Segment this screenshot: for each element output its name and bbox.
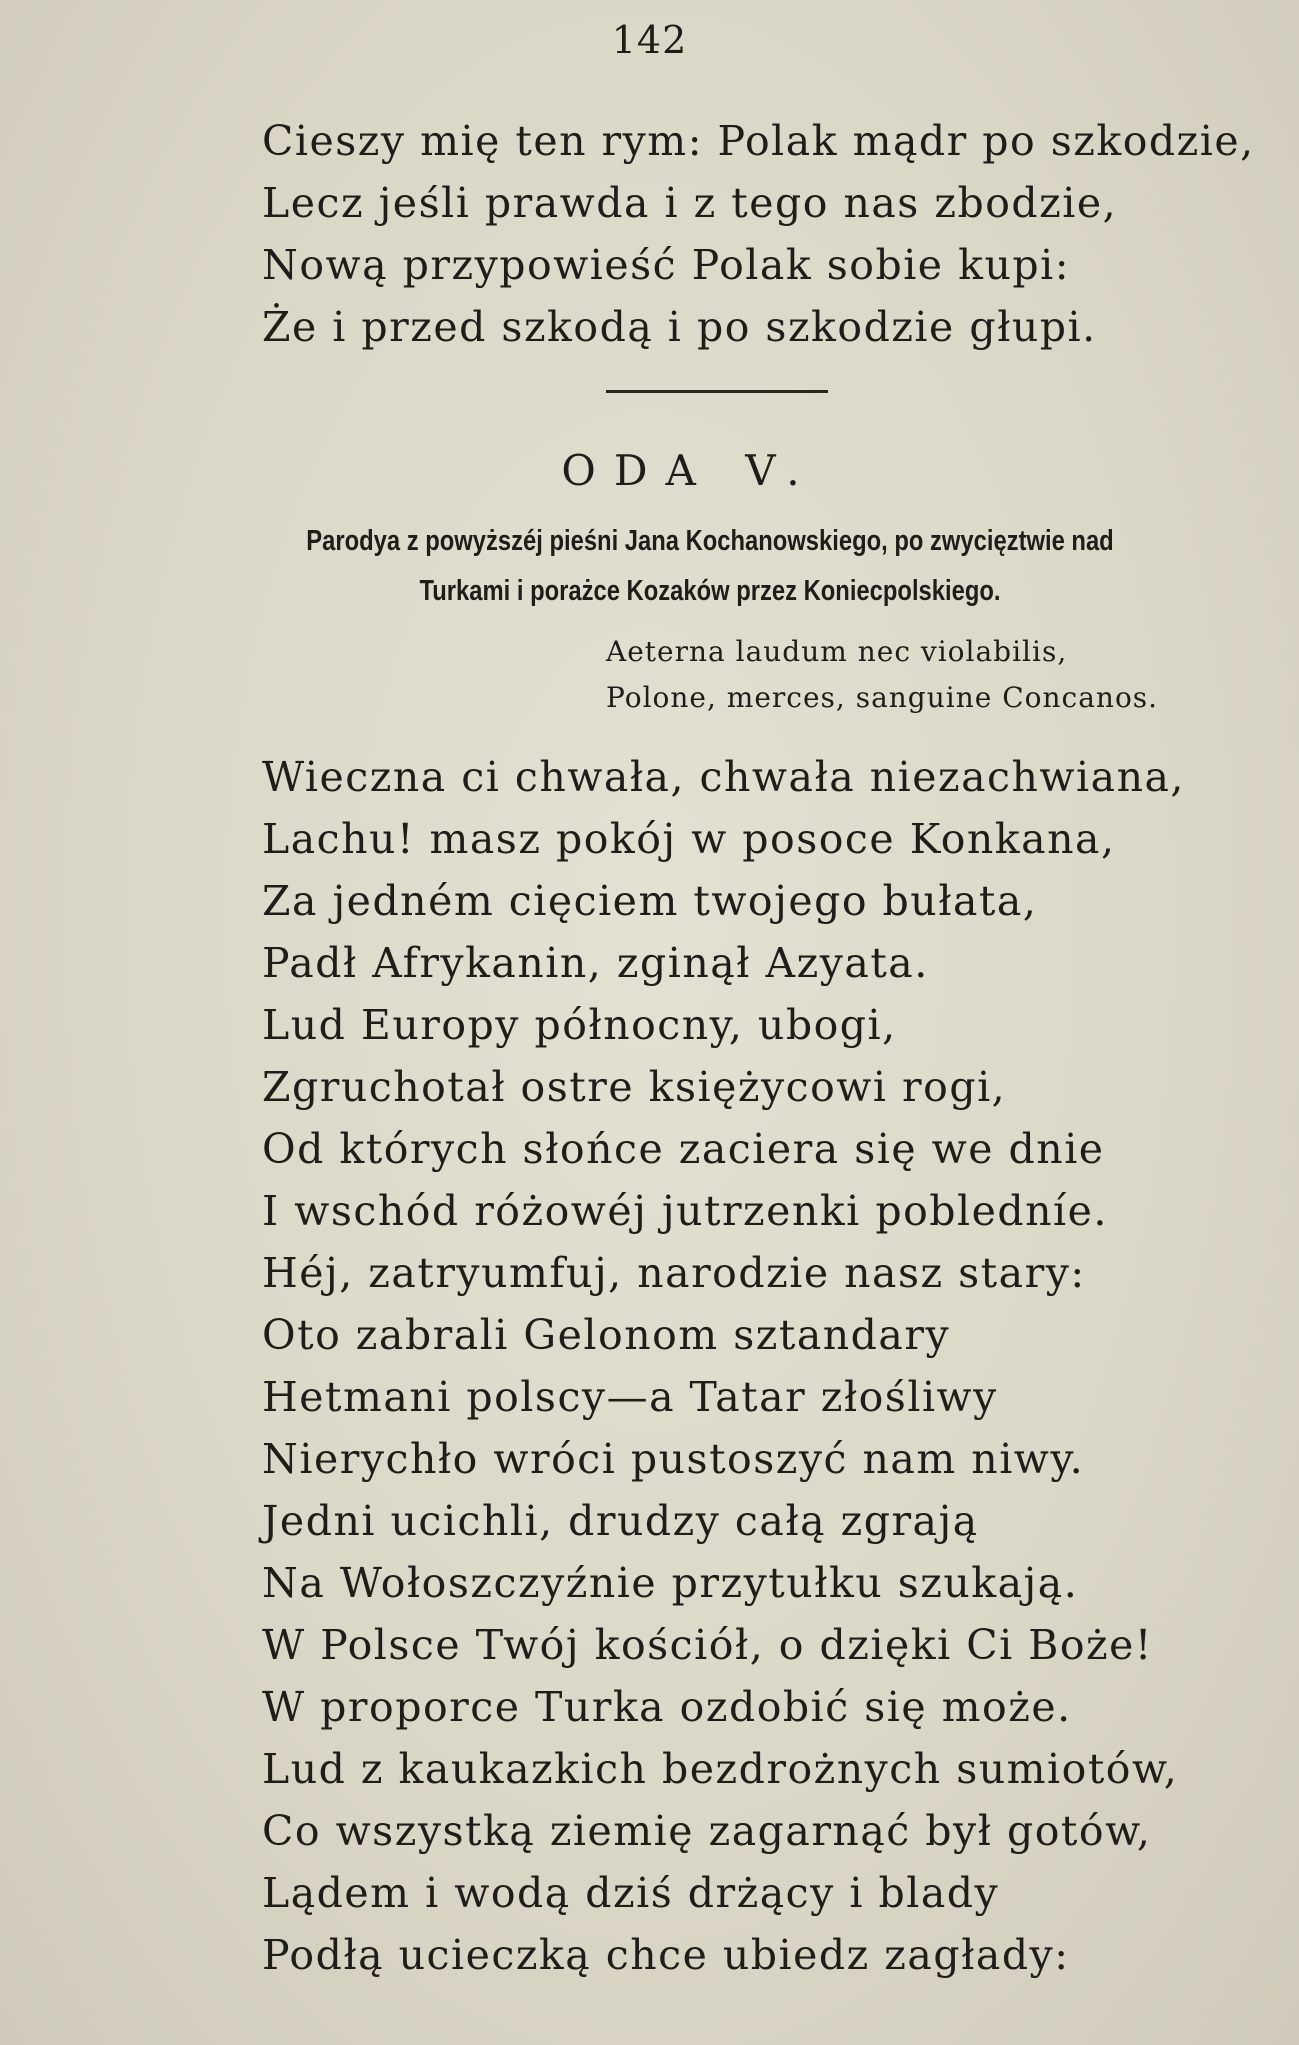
verse-line: Lud Europy północny, ubogi, <box>262 1001 897 1049</box>
stanza-3 <box>262 1242 1086 1490</box>
verse-line: Że i przed szkodą i po szkodzie głupi. <box>262 303 1097 351</box>
verse-line: Cieszy mię ten rym: Polak mądr po szkodzie, <box>262 117 1255 165</box>
verse-line: Padł Afrykanin, zginął Azyata. <box>262 939 929 987</box>
verse-line: Lecz jeśli prawda i z tego nas zbodzie, <box>262 179 1118 227</box>
verse-line: Hetmani polscy—a Tatar złośliwy <box>262 1373 998 1421</box>
verse-line: Od których słońce zaciera się we dnie <box>262 1125 1105 1173</box>
verse-line: Lachu! masz pokój w posoce Konkana, <box>262 815 1116 863</box>
verse-line: Jedni ucichli, drudzy całą zgrają <box>262 1497 979 1545</box>
verse-line: W Polsce Twój kościół, o dzięki Ci Boże! <box>262 1621 1153 1669</box>
stanza-2 <box>262 994 1108 1242</box>
epigraph-line: Aeterna laudum nec violabilis, <box>606 635 1068 668</box>
verse-line: Oto zabrali Gelonom sztandary <box>262 1311 951 1359</box>
verse-line: Nową przypowieść Polak sobie kupi: <box>262 241 1071 289</box>
page-number: 142 <box>611 18 688 62</box>
verse-line: Podłą ucieczką chce ubiedz zagłady: <box>262 1931 1070 1979</box>
verse-line: Nierychło wróci pustoszyć nam niwy. <box>262 1435 1085 1483</box>
verse-line: Lud z kaukazkich bezdrożnych sumiotów, <box>262 1745 1179 1793</box>
stanza-5 <box>262 1738 1178 1986</box>
verse-line: Zgruchotał ostre księżycowi rogi, <box>262 1063 1007 1111</box>
subtitle-line: Turkami i porażce Kozaków przez Koniecpolskiego. <box>419 575 1001 607</box>
verse-line: Co wszystką ziemię zagarnąć był gotów, <box>262 1807 1152 1855</box>
subtitle-line: Parodya z powyższéj pieśni Jana Kochanowskiego, po zwycięztwie nad <box>306 525 1114 557</box>
verse-line: Na Wołoszczyźnie przytułku szukają. <box>262 1559 1079 1607</box>
stanza-4 <box>262 1490 1153 1738</box>
verse-line: Za jedném cięciem twojego bułata, <box>262 877 1038 925</box>
verse-line: Lądem i wodą dziś drżący i blady <box>262 1869 1000 1917</box>
verse-line: Héj, zatryumfuj, narodzie nasz stary: <box>262 1249 1086 1297</box>
verse-line: I wschód różowéj jutrzenki pobledníe. <box>262 1187 1108 1235</box>
ode-title: ODA V. <box>561 446 818 495</box>
verse-line: Wieczna ci chwała, chwała niezachwiana, <box>262 753 1185 801</box>
section-divider <box>606 390 828 393</box>
verse-line: W proporce Turka ozdobić się może. <box>262 1683 1072 1731</box>
top-stanza <box>262 110 1255 358</box>
epigraph-line: Polone, merces, sanguine Concanos. <box>606 681 1159 714</box>
stanza-1 <box>262 746 1185 994</box>
